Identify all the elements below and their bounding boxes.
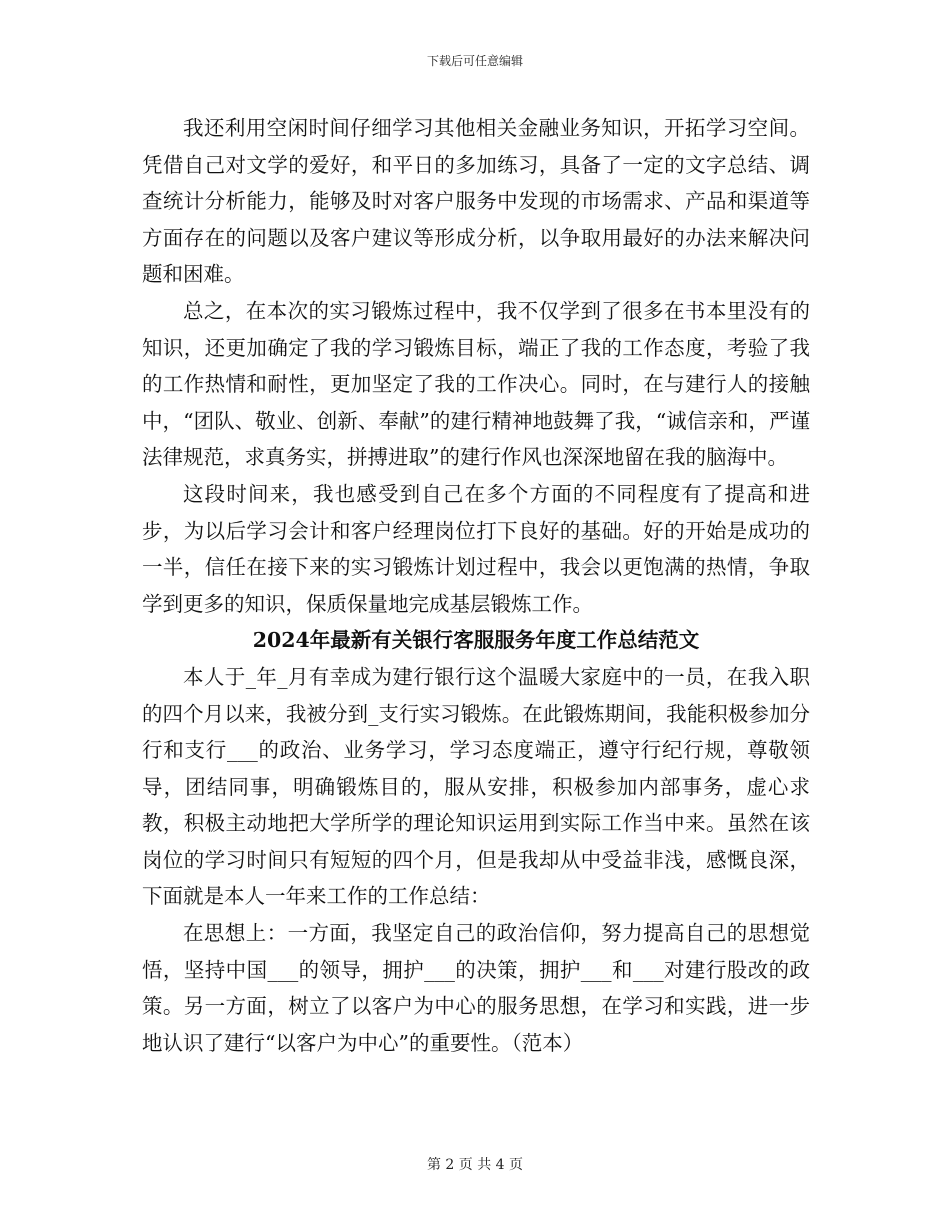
section-title: 2024年最新有关银行客服服务年度工作总结范文 <box>252 628 700 653</box>
body-paragraph: 这段时间来，我也感受到自己在多个方面的不同程度有了提高和进步，为以后学习会计和客户经理岗位打下良好的基础。好的开始是成功的一半，信任在接下来的实习锻炼计划过程中，我会以更饱满的热情，争取学到更多的知识，保质保量地完成基层锻炼工作。 <box>142 481 810 616</box>
page-number-footer: 第 2 页 共 4 页 <box>426 1157 524 1173</box>
body-paragraph: 我还利用空闲时间仔细学习其他相关金融业务知识，开拓学习空间。凭借自己对文学的爱好，和平日的多加练习，具备了一定的文字总结、调查统计分析能力，能够及时对客户服务中发现的市场需求、产品和渠道等方面存在的问题以及客户建议等形成分析，以争取用最好的办法来解决问题和困难。 <box>142 116 810 287</box>
page-header: 下载后可任意编辑 <box>426 54 523 68</box>
body-paragraph: 总之，在本次的实习锻炼过程中，我不仅学到了很多在书本里没有的知识，还更加确定了我的学习锻炼目标，端正了我的工作态度，考验了我的工作热情和耐性，更加坚定了我的工作决心。同时，在与建行人的接触中，“团队、敬业、创新、奉献”的建行精神地鼓舞了我，“诚信亲和，严谨法律规范，求真务实，拼搏进取”的建行作风也深深地留在我的脑海中。 <box>142 298 810 470</box>
body-paragraph: 在思想上：一方面，我坚定自己的政治信仰，努力提高自己的思想觉悟，坚持中国___的领导，拥护___的决策，拥护___和___对建行股改的政策。另一方面，树立了以客户为中心的服务思想，在学习和实践，进一步地认识了建行“以客户为中心”的重要性。（范本） <box>142 921 810 1055</box>
document-body <box>142 110 810 1061</box>
body-paragraph: 本人于_年_月有幸成为建行银行这个温暖大家庭中的一员，在我入职的四个月以来，我被分到_支行实习锻炼。在此锻炼期间，我能积极参加分行和支行___的政治、业务学习，学习态度端正，遵守行纪行规，尊敬领导，团结同事，明确锻炼目的，服从安排，积极参加内部事务，虚心求教，积极主动地把大学所学的理论知识运用到实际工作当中来。虽然在该岗位的学习时间只有短短的四个月，但是我却从中受益非浅，感慨良深，下面就是本人一年来工作的工作总结： <box>142 664 810 909</box>
